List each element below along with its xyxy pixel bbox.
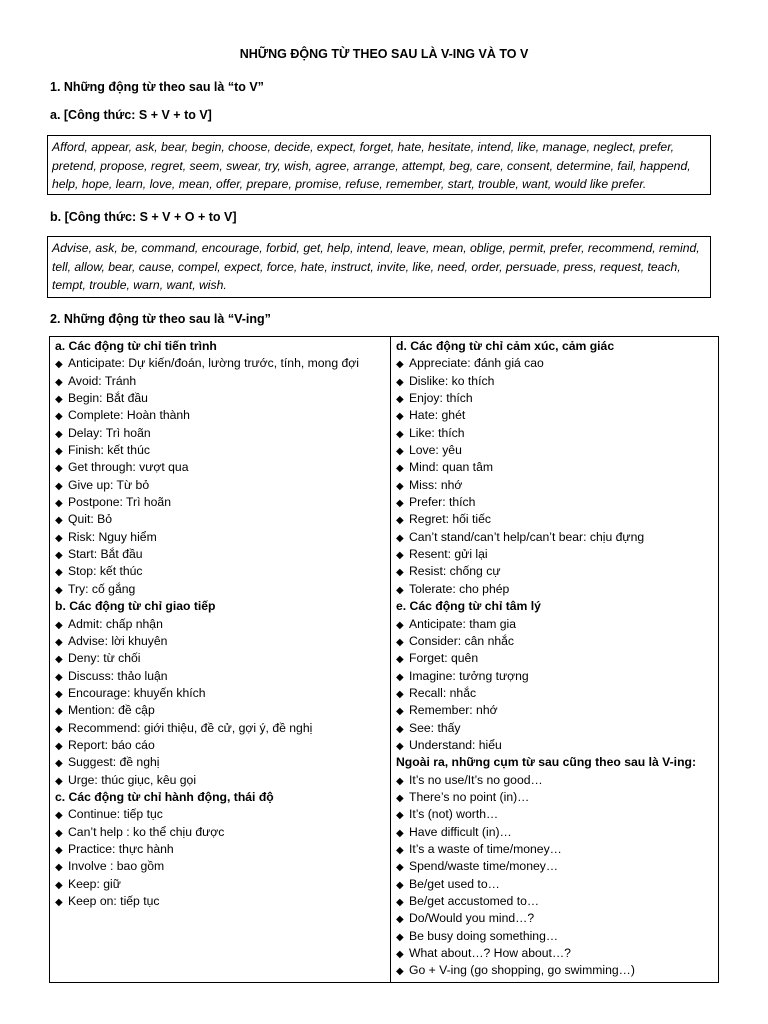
- verb-item: [396, 494, 714, 511]
- diamond-bullet-icon: ◆: [396, 654, 404, 666]
- verb-item-text: It’s (not) worth…: [409, 807, 499, 822]
- group-heading: [55, 598, 386, 615]
- verb-item-text: Be/get accustomed to…: [409, 894, 540, 908]
- verb-item: [55, 373, 386, 390]
- verb-item: [55, 841, 386, 858]
- diamond-bullet-icon: ◆: [396, 428, 404, 440]
- verb-item: [396, 772, 714, 789]
- left-column: [50, 337, 391, 982]
- verb-item-text: Anticipate: tham gia: [409, 616, 517, 631]
- diamond-bullet-icon: ◆: [396, 515, 404, 527]
- diamond-bullet-icon: ◆: [396, 376, 404, 388]
- verb-item-text: It’s no use/It’s no good…: [409, 772, 543, 787]
- group-heading: [396, 338, 714, 355]
- group-heading: [55, 338, 386, 355]
- diamond-bullet-icon: ◆: [396, 792, 404, 804]
- verb-item-text: Keep on: tiếp tục: [68, 894, 160, 908]
- verb-item: [396, 390, 714, 407]
- verb-item: [396, 893, 714, 910]
- v-ing-table: [49, 336, 719, 983]
- verb-item: [396, 442, 714, 459]
- verb-item: [396, 477, 714, 494]
- diamond-bullet-icon: ◆: [55, 723, 63, 735]
- diamond-bullet-icon: ◆: [55, 463, 63, 475]
- group-heading: [55, 789, 386, 806]
- diamond-bullet-icon: ◆: [396, 394, 404, 406]
- verb-item: [55, 702, 386, 719]
- section1-heading: 1. Những động từ theo sau là “to V”: [50, 80, 264, 94]
- verb-item-text: Consider: cân nhắc: [409, 633, 515, 648]
- verb-item-text: Remember: nhớ: [409, 703, 498, 718]
- verb-item: [396, 824, 714, 841]
- diamond-bullet-icon: ◆: [55, 359, 63, 371]
- verb-item-text: Admit: chấp nhận: [68, 616, 163, 631]
- diamond-bullet-icon: ◆: [396, 480, 404, 492]
- verb-item: [55, 459, 386, 476]
- diamond-bullet-icon: ◆: [55, 862, 63, 874]
- verb-item-text: Keep: giữ: [68, 876, 121, 891]
- verb-item: [55, 546, 386, 563]
- diamond-bullet-icon: ◆: [55, 844, 63, 856]
- verb-item: [55, 494, 386, 511]
- right-column: [391, 337, 718, 982]
- verb-item-text: Try: cố gắng: [68, 581, 136, 596]
- section2-heading: 2. Những động từ theo sau là “V-ing”: [50, 312, 271, 326]
- verb-item-text: Love: yêu: [409, 443, 462, 458]
- diamond-bullet-icon: ◆: [55, 827, 63, 839]
- verb-item-text: Enjoy: thích: [409, 391, 473, 406]
- verb-item: [396, 945, 714, 962]
- diamond-bullet-icon: ◆: [396, 740, 404, 752]
- verb-item: [396, 546, 714, 563]
- verb-item: [55, 529, 386, 546]
- to-v-verb-box: Afford, appear, ask, bear, begin, choose, decide, expect, forget, hate, hesitate, intend, like, manage, neglect, prefer, pretend, propose, regret, seem, swear, try, wish, agree, arrange, attempt, beg, care, consent, determine, fail, happend, help, hope, learn, love, mean, offer, prepare, promise, refuse, remember, start, trouble, want, would like prefer.: [47, 135, 711, 195]
- verb-item-text: Involve : bao gồm: [68, 859, 165, 874]
- verb-item: [55, 685, 386, 702]
- verb-item-text: Complete: Hoàn thành: [68, 408, 190, 423]
- verb-item: [55, 806, 386, 823]
- verb-item-text: Postpone: Trì hoãn: [68, 495, 171, 510]
- diamond-bullet-icon: ◆: [396, 532, 404, 544]
- verb-item: [55, 442, 386, 459]
- verb-item-text: Urge: thúc giục, kêu gọi: [68, 772, 197, 787]
- verb-item-text: Imagine: tưởng tượng: [409, 668, 529, 683]
- diamond-bullet-icon: ◆: [396, 966, 404, 978]
- verb-item-text: Dislike: ko thích: [409, 373, 495, 388]
- verb-item: [396, 563, 714, 580]
- verb-item-text: Anticipate: Dự kiến/đoán, lường trước, tính, mong đợi: [68, 356, 359, 371]
- verb-item: [396, 511, 714, 528]
- verb-item: [396, 928, 714, 945]
- diamond-bullet-icon: ◆: [396, 498, 404, 510]
- diamond-bullet-icon: ◆: [396, 775, 404, 787]
- group-heading-text: d. Các động từ chỉ cảm xúc, cảm giác: [396, 339, 615, 353]
- verb-item-text: Hate: ghét: [409, 408, 466, 423]
- diamond-bullet-icon: ◆: [55, 515, 63, 527]
- verb-item-text: Get through: vượt qua: [68, 460, 189, 475]
- diamond-bullet-icon: ◆: [396, 411, 404, 423]
- diamond-bullet-icon: ◆: [55, 567, 63, 579]
- verb-item: [396, 616, 714, 633]
- verb-item-text: Avoid: Tránh: [68, 373, 137, 388]
- verb-item: [396, 702, 714, 719]
- verb-item-text: Appreciate: đánh giá cao: [409, 356, 544, 371]
- diamond-bullet-icon: ◆: [55, 480, 63, 492]
- verb-item: [396, 858, 714, 875]
- diamond-bullet-icon: ◆: [55, 498, 63, 510]
- verb-item: [55, 477, 386, 494]
- verb-item-text: Tolerate: cho phép: [409, 581, 510, 596]
- diamond-bullet-icon: ◆: [396, 827, 404, 839]
- verb-item-text: Resent: gửi lại: [409, 547, 488, 562]
- diamond-bullet-icon: ◆: [396, 463, 404, 475]
- diamond-bullet-icon: ◆: [396, 706, 404, 718]
- verb-item-text: Give up: Từ bỏ: [68, 477, 150, 492]
- verb-item-text: Like: thích: [409, 425, 465, 440]
- verb-item-text: Finish: kết thúc: [68, 443, 150, 458]
- diamond-bullet-icon: ◆: [396, 619, 404, 631]
- verb-item-text: Go + V-ing (go shopping, go swimming…): [409, 963, 635, 978]
- diamond-bullet-icon: ◆: [396, 897, 404, 908]
- verb-item-text: Miss: nhớ: [409, 477, 463, 492]
- verb-item: [55, 737, 386, 754]
- verb-item-text: Quit: Bỏ: [68, 512, 113, 527]
- verb-item: [55, 824, 386, 841]
- diamond-bullet-icon: ◆: [396, 879, 404, 891]
- group-heading: [396, 754, 714, 771]
- diamond-bullet-icon: ◆: [396, 636, 404, 648]
- diamond-bullet-icon: ◆: [55, 376, 63, 388]
- diamond-bullet-icon: ◆: [396, 359, 404, 371]
- verb-item-text: Understand: hiểu: [409, 737, 502, 752]
- verb-item-text: Can’t help : ko thể chịu được: [68, 824, 225, 839]
- verb-item-text: Be busy doing something…: [409, 928, 559, 943]
- diamond-bullet-icon: ◆: [396, 550, 404, 562]
- group-heading-text: c. Các động từ chỉ hành động, thái độ: [55, 789, 274, 804]
- diamond-bullet-icon: ◆: [55, 584, 63, 596]
- verb-item: [55, 772, 386, 789]
- section1b-heading: b. [Công thức: S + V + O + to V]: [50, 210, 237, 224]
- verb-item: [396, 841, 714, 858]
- diamond-bullet-icon: ◆: [396, 688, 404, 700]
- verb-item-text: Mind: quan tâm: [409, 460, 494, 475]
- verb-item-text: Resist: chống cự: [409, 564, 501, 579]
- section1a-heading: a. [Công thức: S + V + to V]: [50, 108, 212, 122]
- verb-item: [55, 390, 386, 407]
- verb-item: [396, 668, 714, 685]
- verb-item: [55, 893, 386, 910]
- verb-item-text: Do/Would you mind…?: [409, 911, 535, 926]
- diamond-bullet-icon: ◆: [396, 914, 404, 926]
- verb-item: [396, 876, 714, 893]
- verb-item: [396, 685, 714, 702]
- verb-item-text: What about…? How about…?: [409, 946, 571, 961]
- diamond-bullet-icon: ◆: [55, 706, 63, 718]
- verb-item-text: It’s a waste of time/money…: [409, 841, 562, 856]
- diamond-bullet-icon: ◆: [55, 619, 63, 631]
- diamond-bullet-icon: ◆: [396, 844, 404, 856]
- verb-item-text: Stop: kết thúc: [68, 564, 143, 579]
- verb-item-text: Suggest: đề nghị: [68, 755, 160, 770]
- verb-item-text: See: thấy: [409, 720, 461, 735]
- diamond-bullet-icon: ◆: [396, 671, 404, 683]
- verb-item: [55, 407, 386, 424]
- verb-item: [55, 720, 386, 737]
- verb-item-text: Start: Bắt đầu: [68, 547, 143, 562]
- diamond-bullet-icon: ◆: [55, 636, 63, 648]
- diamond-bullet-icon: ◆: [55, 671, 63, 683]
- diamond-bullet-icon: ◆: [396, 584, 404, 596]
- diamond-bullet-icon: ◆: [396, 723, 404, 735]
- verb-item: [396, 720, 714, 737]
- verb-item-text: Continue: tiếp tục: [68, 807, 163, 822]
- verb-item: [55, 425, 386, 442]
- diamond-bullet-icon: ◆: [396, 862, 404, 874]
- verb-item: [396, 806, 714, 823]
- verb-item: [396, 962, 714, 979]
- verb-item: [55, 668, 386, 685]
- verb-item-text: Delay: Trì hoãn: [68, 425, 151, 440]
- verb-item-text: Have difficult (in)…: [409, 824, 512, 839]
- verb-item: [396, 425, 714, 442]
- verb-item: [396, 373, 714, 390]
- verb-item-text: Advise: lời khuyên: [68, 633, 168, 648]
- verb-item-text: Discuss: thảo luận: [68, 668, 168, 683]
- diamond-bullet-icon: ◆: [396, 567, 404, 579]
- verb-item: [396, 581, 714, 598]
- verb-item: [55, 581, 386, 598]
- verb-item: [55, 633, 386, 650]
- diamond-bullet-icon: ◆: [55, 550, 63, 562]
- verb-item-text: Prefer: thích: [409, 495, 476, 510]
- diamond-bullet-icon: ◆: [55, 879, 63, 891]
- group-heading-text: Ngoài ra, những cụm từ sau cũng theo sau là V-ing:: [396, 755, 697, 770]
- verb-item-text: Regret: hối tiếc: [409, 512, 491, 527]
- verb-item: [396, 910, 714, 927]
- diamond-bullet-icon: ◆: [55, 897, 63, 908]
- diamond-bullet-icon: ◆: [55, 394, 63, 406]
- verb-item: [396, 737, 714, 754]
- verb-item: [55, 858, 386, 875]
- verb-item: [55, 511, 386, 528]
- verb-item: [396, 529, 714, 546]
- verb-item: [396, 633, 714, 650]
- group-heading-text: e. Các động từ chỉ tâm lý: [396, 599, 541, 614]
- group-heading-text: a. Các động từ chỉ tiến trình: [55, 339, 217, 353]
- verb-item-text: Forget: quên: [409, 651, 479, 666]
- document-title: NHỮNG ĐỘNG TỪ THEO SAU LÀ V-ING VÀ TO V: [239, 47, 529, 61]
- verb-item: [55, 616, 386, 633]
- verb-item-text: Be/get used to…: [409, 876, 500, 891]
- diamond-bullet-icon: ◆: [396, 446, 404, 458]
- verb-item: [396, 650, 714, 667]
- verb-item-text: Recommend: giới thiệu, đề cử, gợi ý, đề nghị: [68, 720, 313, 735]
- diamond-bullet-icon: ◆: [55, 446, 63, 458]
- verb-item-text: Mention: đề cập: [68, 703, 155, 718]
- diamond-bullet-icon: ◆: [396, 931, 404, 943]
- group-heading-text: b. Các động từ chỉ giao tiếp: [55, 599, 216, 614]
- diamond-bullet-icon: ◆: [55, 758, 63, 770]
- verb-item-text: Can’t stand/can’t help/can’t bear: chịu đựng: [409, 529, 645, 544]
- verb-item-text: Recall: nhắc: [409, 685, 477, 700]
- verb-item-text: Risk: Nguy hiểm: [68, 529, 157, 544]
- diamond-bullet-icon: ◆: [55, 532, 63, 544]
- group-heading: [396, 598, 714, 615]
- diamond-bullet-icon: ◆: [55, 688, 63, 700]
- verb-item-text: Practice: thực hành: [68, 841, 174, 856]
- object-to-v-verb-box: Advise, ask, be, command, encourage, forbid, get, help, intend, leave, mean, oblige, permit, prefer, recommend, remind, tell, allow, bear, cause, compel, expect, force, hate, instruct, invite, like, need, order, persuade, press, request, teach, tempt, trouble, warn, want, wish.: [47, 236, 711, 298]
- verb-item-text: Report: báo cáo: [68, 737, 155, 752]
- diamond-bullet-icon: ◆: [55, 411, 63, 423]
- diamond-bullet-icon: ◆: [55, 428, 63, 440]
- verb-item: [55, 650, 386, 667]
- diamond-bullet-icon: ◆: [396, 810, 404, 822]
- verb-item: [55, 876, 386, 893]
- verb-item: [55, 754, 386, 771]
- verb-item: [396, 355, 714, 372]
- diamond-bullet-icon: ◆: [396, 949, 404, 961]
- verb-item: [396, 459, 714, 476]
- verb-item-text: Spend/waste time/money…: [409, 859, 559, 874]
- verb-item: [396, 407, 714, 424]
- verb-item-text: There’s no point (in)…: [409, 789, 530, 804]
- verb-item: [396, 789, 714, 806]
- diamond-bullet-icon: ◆: [55, 654, 63, 666]
- diamond-bullet-icon: ◆: [55, 740, 63, 752]
- verb-item-text: Begin: Bắt đầu: [68, 391, 148, 406]
- verb-item: [55, 355, 386, 372]
- verb-item-text: Encourage: khuyến khích: [68, 685, 206, 700]
- diamond-bullet-icon: ◆: [55, 810, 63, 822]
- diamond-bullet-icon: ◆: [55, 775, 63, 787]
- verb-item: [55, 563, 386, 580]
- verb-item-text: Deny: từ chối: [68, 651, 141, 666]
